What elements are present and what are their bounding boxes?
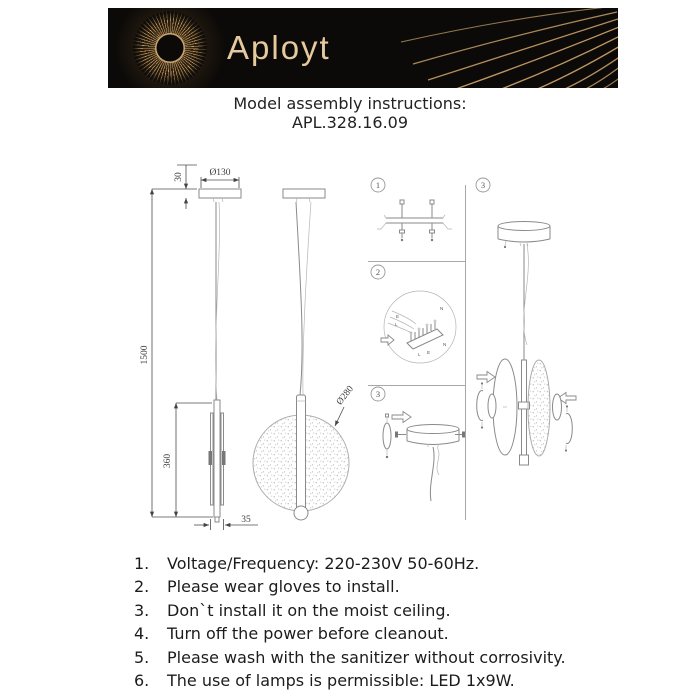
dim-overall-height: 1500 (140, 345, 150, 365)
step3-number: 3 (375, 389, 381, 399)
item-number: 3. (134, 600, 150, 620)
list-item (134, 552, 614, 575)
wire-label-l: L (395, 322, 398, 327)
wiring-detail (381, 306, 446, 357)
list-item (134, 669, 614, 692)
header-banner (108, 8, 618, 88)
item-number: 6. (134, 671, 150, 691)
item-text: Please wash with the sanitizer without corrosivity. (167, 647, 566, 667)
dim-canopy-diameter: Ø130 (209, 168, 231, 178)
insert-arrow-icon (381, 335, 394, 345)
step4-number: 3 (480, 180, 486, 190)
item-number: 1. (134, 554, 150, 573)
step2-number: 2 (375, 267, 381, 277)
dim-canopy-offset: 30 (174, 172, 184, 182)
item-number: 2. (134, 577, 150, 597)
attach-arrow-left-icon (477, 372, 495, 383)
wire-label-l2: L (418, 352, 421, 357)
page-title-block (0, 94, 700, 132)
wire-label-e: E (396, 314, 400, 319)
list-item (134, 622, 614, 645)
item-text: The use of lamps is permissible: LED 1x9W. (167, 671, 515, 691)
technical-drawing (0, 145, 700, 555)
item-number: 4. (134, 624, 150, 644)
speckled-disc (528, 360, 550, 456)
item-text: Please wear gloves to install. (167, 577, 400, 597)
step1-panel (371, 178, 452, 241)
brand-name: Aployt (227, 29, 331, 66)
side-view (140, 165, 258, 530)
bracket-screws (400, 200, 435, 241)
step2-panel (371, 265, 456, 363)
item-number: 5. (134, 647, 150, 667)
dim-fixture-height: 360 (163, 453, 173, 469)
wire-label-n2: N (443, 342, 447, 347)
list-item (134, 599, 614, 622)
item-text: Voltage/Frequency: 220-230V 50-60Hz. (167, 554, 480, 573)
dim-disc-diameter: Ø280 (334, 384, 356, 408)
model-number: APL.328.16.09 (291, 113, 409, 132)
list-item (134, 575, 614, 598)
rays-decoration-icon (108, 8, 618, 88)
item-text: Turn off the power before cleanout. (167, 624, 449, 644)
step1-number: 1 (375, 180, 381, 190)
page-title: Model assembly instructions: (233, 94, 467, 113)
front-view (253, 189, 356, 520)
item-text: Don`t install it on the moist ceiling. (167, 600, 451, 620)
list-item (134, 646, 614, 669)
instruction-list (134, 552, 614, 692)
step4-panel (476, 178, 576, 465)
wire-label-e2: E (427, 350, 431, 355)
wire-label-n: N (440, 306, 444, 311)
step3-panel (371, 387, 465, 501)
dim-fixture-width: 35 (241, 515, 251, 525)
slide-arrow-icon (392, 412, 411, 423)
